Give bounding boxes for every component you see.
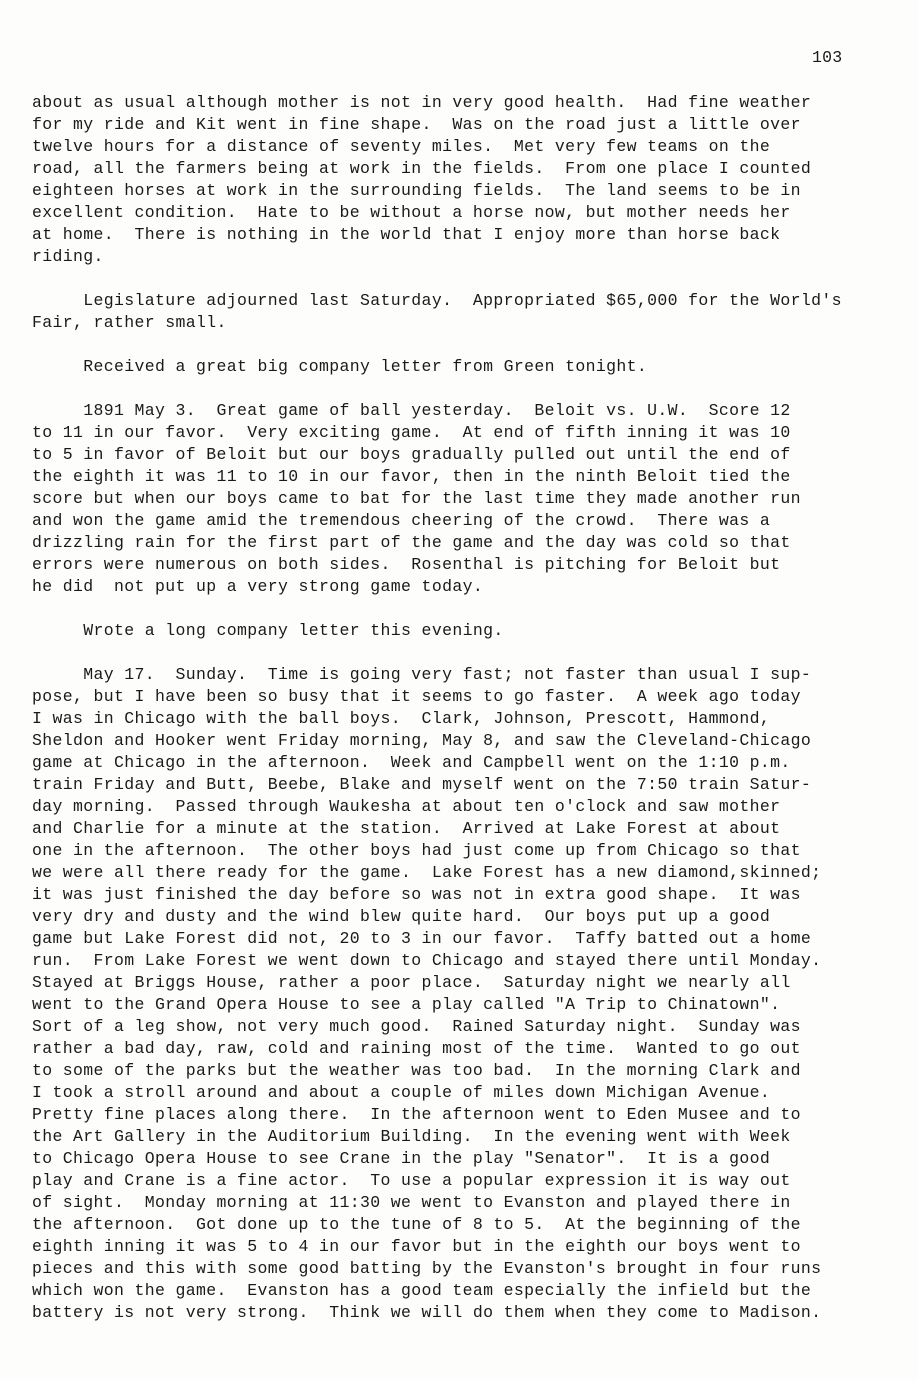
text-line: excellent condition. Hate to be without a horse now, but mother needs her: [32, 203, 791, 222]
text-line: of sight. Monday morning at 11:30 we went to Evanston and played there in: [32, 1193, 791, 1212]
paragraph: [32, 664, 912, 1324]
text-line: went to the Grand Opera House to see a play called "A Trip to Chinatown".: [32, 995, 781, 1014]
paragraph-gap: [32, 334, 912, 356]
text-line: Received a great big company letter from Green tonight.: [32, 357, 648, 376]
text-line: to some of the parks but the weather was too bad. In the morning Clark and: [32, 1061, 801, 1080]
text-line: it was just finished the day before so was not in extra good shape. It was: [32, 885, 801, 904]
page-number: 103: [812, 48, 843, 67]
paragraph: [32, 400, 912, 598]
text-line: Sheldon and Hooker went Friday morning, May 8, and saw the Cleveland-Chicago: [32, 731, 812, 750]
text-line: riding.: [32, 247, 104, 266]
text-line: eighteen horses at work in the surrounding fields. The land seems to be in: [32, 181, 801, 200]
text-line: Stayed at Briggs House, rather a poor place. Saturday night we nearly all: [32, 973, 791, 992]
text-line: he did not put up a very strong game today.: [32, 577, 484, 596]
text-line: I took a stroll around and about a couple of miles down Michigan Avenue.: [32, 1083, 771, 1102]
paragraph: [32, 620, 912, 642]
text-line: we were all there ready for the game. Lake Forest has a new diamond,skinned;: [32, 863, 822, 882]
text-line: pose, but I have been so busy that it seems to go faster. A week ago today: [32, 687, 801, 706]
text-line: road, all the farmers being at work in the fields. From one place I counted: [32, 159, 812, 178]
text-line: one in the afternoon. The other boys had just come up from Chicago so that: [32, 841, 801, 860]
text-line: Legislature adjourned last Saturday. Appropriated $65,000 for the World's: [32, 291, 842, 310]
text-line: and Charlie for a minute at the station. Arrived at Lake Forest at about: [32, 819, 781, 838]
text-line: to 5 in favor of Beloit but our boys gradually pulled out until the end of: [32, 445, 791, 464]
paragraph-gap: [32, 598, 912, 620]
text-line: at home. There is nothing in the world that I enjoy more than horse back: [32, 225, 781, 244]
paragraph-gap: [32, 642, 912, 664]
text-line: Sort of a leg show, not very much good. Rained Saturday night. Sunday was: [32, 1017, 801, 1036]
text-line: game at Chicago in the afternoon. Week and Campbell went on the 1:10 p.m.: [32, 753, 791, 772]
text-line: which won the game. Evanston has a good team especially the infield but the: [32, 1281, 812, 1300]
text-line: 1891 May 3. Great game of ball yesterday. Beloit vs. U.W. Score 12: [32, 401, 791, 420]
paragraph-gap: [32, 268, 912, 290]
document-body: [32, 92, 912, 1324]
text-line: battery is not very strong. Think we will do them when they come to Madison.: [32, 1303, 822, 1322]
text-line: eighth inning it was 5 to 4 in our favor but in the eighth our boys went to: [32, 1237, 801, 1256]
text-line: drizzling rain for the first part of the game and the day was cold so that: [32, 533, 791, 552]
text-line: play and Crane is a fine actor. To use a popular expression it is way out: [32, 1171, 791, 1190]
text-line: the Art Gallery in the Auditorium Building. In the evening went with Week: [32, 1127, 791, 1146]
text-line: and won the game amid the tremendous cheering of the crowd. There was a: [32, 511, 771, 530]
text-line: Fair, rather small.: [32, 313, 227, 332]
text-line: about as usual although mother is not in very good health. Had fine weather: [32, 93, 812, 112]
text-line: the afternoon. Got done up to the tune of 8 to 5. At the beginning of the: [32, 1215, 801, 1234]
text-line: the eighth it was 11 to 10 in our favor, then in the ninth Beloit tied the: [32, 467, 791, 486]
text-line: very dry and dusty and the wind blew quite hard. Our boys put up a good: [32, 907, 771, 926]
text-line: score but when our boys came to bat for the last time they made another run: [32, 489, 801, 508]
text-line: to Chicago Opera House to see Crane in the play "Senator". It is a good: [32, 1149, 771, 1168]
text-line: day morning. Passed through Waukesha at about ten o'clock and saw mother: [32, 797, 781, 816]
text-line: I was in Chicago with the ball boys. Clark, Johnson, Prescott, Hammond,: [32, 709, 771, 728]
text-line: train Friday and Butt, Beebe, Blake and myself went on the 7:50 train Satur-: [32, 775, 812, 794]
paragraph: [32, 356, 912, 378]
paragraph: [32, 290, 912, 334]
text-line: rather a bad day, raw, cold and raining most of the time. Wanted to go out: [32, 1039, 801, 1058]
text-line: twelve hours for a distance of seventy miles. Met very few teams on the: [32, 137, 771, 156]
text-line: Pretty fine places along there. In the afternoon went to Eden Musee and to: [32, 1105, 801, 1124]
text-line: run. From Lake Forest we went down to Chicago and stayed there until Monday.: [32, 951, 822, 970]
text-line: pieces and this with some good batting by the Evanston's brought in four runs: [32, 1259, 822, 1278]
text-line: Wrote a long company letter this evening.: [32, 621, 504, 640]
paragraph-gap: [32, 378, 912, 400]
text-line: to 11 in our favor. Very exciting game. At end of fifth inning it was 10: [32, 423, 791, 442]
text-line: errors were numerous on both sides. Rosenthal is pitching for Beloit but: [32, 555, 781, 574]
text-line: May 17. Sunday. Time is going very fast; not faster than usual I sup-: [32, 665, 812, 684]
text-line: for my ride and Kit went in fine shape. Was on the road just a little over: [32, 115, 801, 134]
paragraph: [32, 92, 912, 268]
text-line: game but Lake Forest did not, 20 to 3 in our favor. Taffy batted out a home: [32, 929, 812, 948]
